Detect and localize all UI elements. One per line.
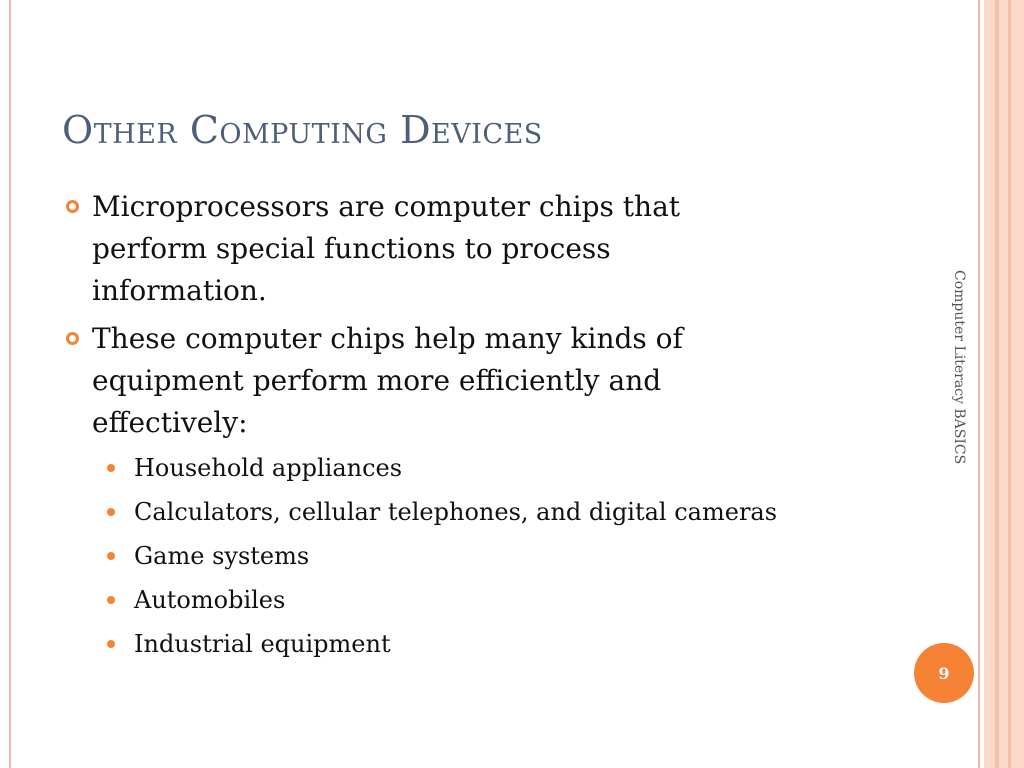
bullet-dot-icon xyxy=(107,464,115,472)
sub-bullet-text: Automobiles xyxy=(134,586,286,614)
sub-bullet-item xyxy=(62,538,792,574)
bullet-text: These computer chips help many kinds of equipment perform more efficiently and effectively: xyxy=(92,322,683,439)
bullet-dot-icon xyxy=(107,508,115,516)
bullet-ring-icon xyxy=(66,200,79,213)
page-number: 9 xyxy=(938,663,950,683)
sub-bullet-item xyxy=(62,494,792,530)
sub-bullet-item xyxy=(62,582,792,618)
sub-bullet-item xyxy=(62,626,792,662)
sub-bullet-text: Calculators, cellular telephones, and digital cameras xyxy=(134,498,778,526)
slide-content xyxy=(62,186,792,670)
right-side-stripe xyxy=(995,0,999,768)
left-border-line xyxy=(9,0,11,768)
bullet-dot-icon xyxy=(107,640,115,648)
sub-bullet-text: Game systems xyxy=(134,542,310,570)
bullet-ring-icon xyxy=(66,332,79,345)
right-border-line xyxy=(978,0,980,768)
sub-bullet-list xyxy=(62,450,792,662)
sub-bullet-text: Household appliances xyxy=(134,454,403,482)
sub-bullet-item xyxy=(62,450,792,486)
sub-bullet-text: Industrial equipment xyxy=(134,630,391,658)
bullet-item xyxy=(62,318,792,444)
bullet-dot-icon xyxy=(107,552,115,560)
right-side-band xyxy=(984,0,1024,768)
page-number-badge xyxy=(914,643,974,703)
bullet-text: Microprocessors are computer chips that perform special functions to process information. xyxy=(92,190,681,307)
bullet-dot-icon xyxy=(107,596,115,604)
side-footer-text: Computer Literacy BASICS xyxy=(951,270,967,465)
right-side-stripe xyxy=(1008,0,1011,768)
bullet-item xyxy=(62,186,792,312)
slide-title: Other Computing Devices xyxy=(62,108,543,152)
